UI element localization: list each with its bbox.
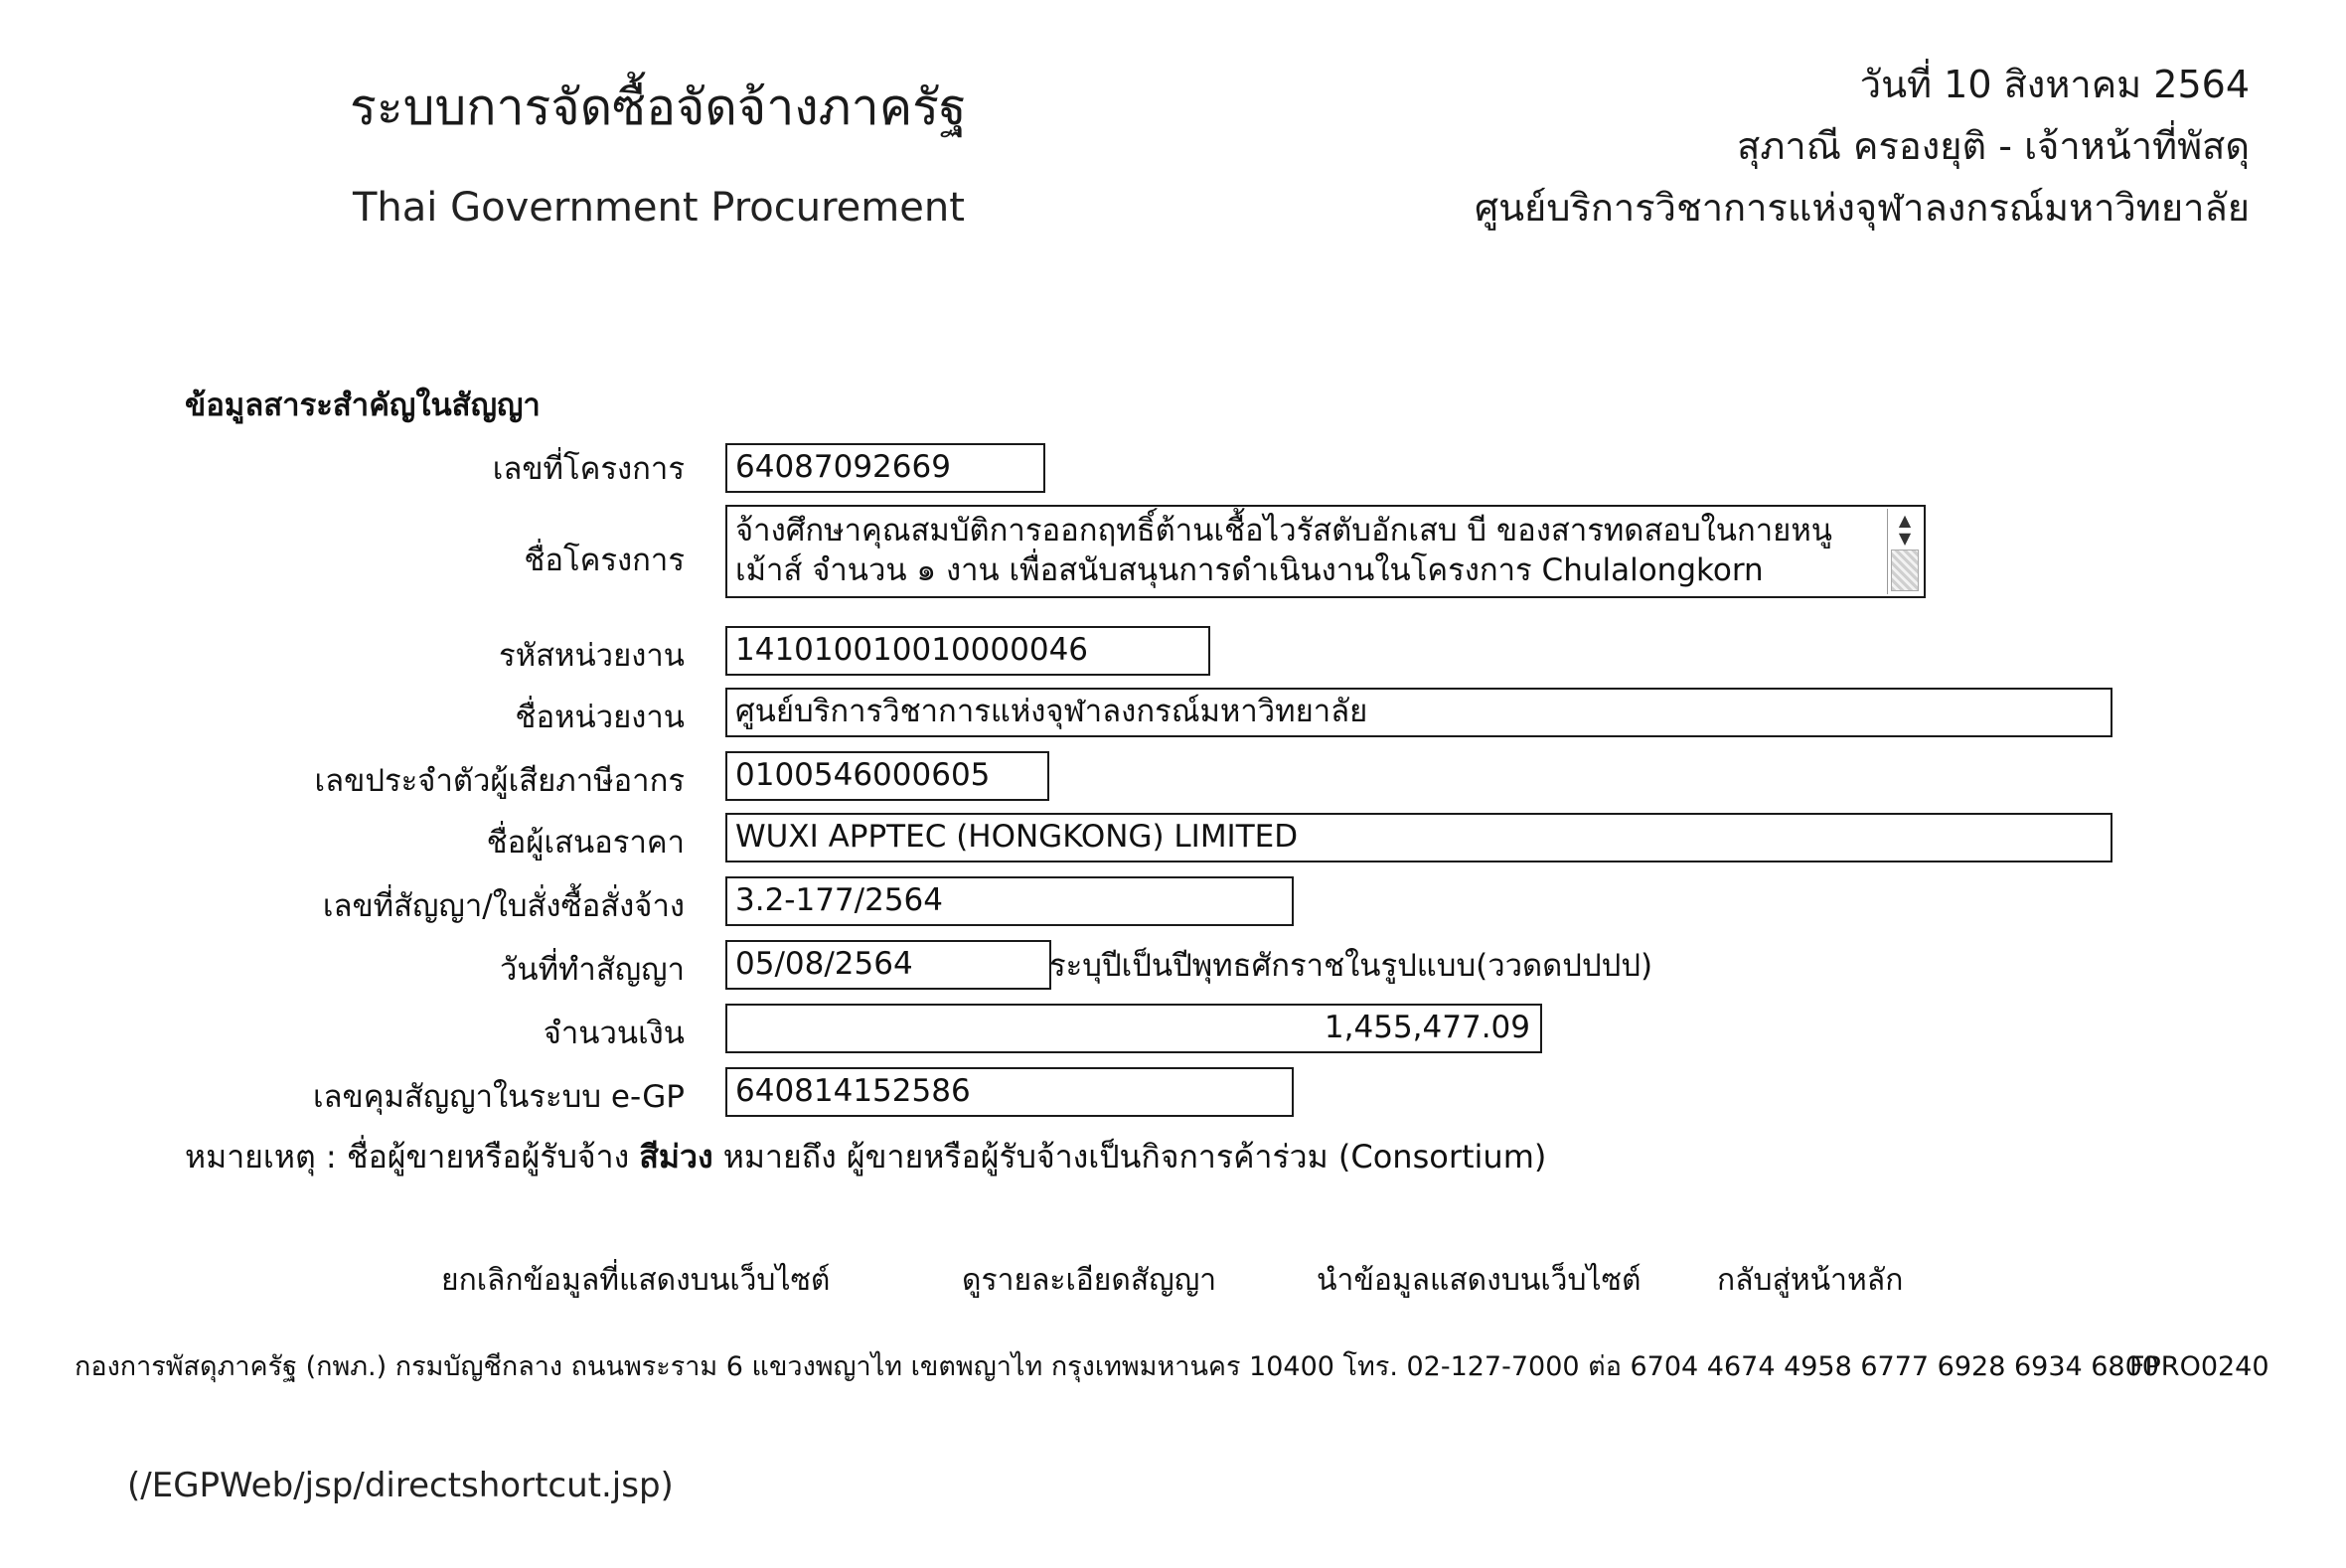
note-highlight: สีม่วง <box>639 1138 713 1176</box>
project-name-label: ชื่อโครงการ <box>524 543 685 578</box>
footer-address: กองการพัสดุภาครัฐ (กพภ.) กรมบัญชีกลาง ถนนพระราม 6 แขวงพญาไท เขตพญาไท กรุงเทพมหานคร 10400 โทร. 02-127-7000 ต่อ 6704 4674 4958 6777 6928 6934 6800 <box>75 1351 2159 1382</box>
home-link[interactable]: กลับสู่หน้าหลัก <box>1717 1263 1904 1298</box>
egp-no-label: เลขคุมสัญญาในระบบ e-GP <box>312 1079 685 1115</box>
cancel-display-link[interactable]: ยกเลิกข้อมูลที่แสดงบนเว็บไซต์ <box>441 1263 831 1298</box>
system-title-thai: ระบบการจัดซื้อจัดจ้างภาครัฐ <box>350 78 967 136</box>
section-title: ข้อมูลสาระสำคัญในสัญญา <box>185 388 541 423</box>
amount-field[interactable]: 1,455,477.09 <box>725 1004 1542 1053</box>
egp-no-field[interactable]: 640814152586 <box>725 1067 1294 1117</box>
note-prefix: หมายเหตุ : ชื่อผู้ขายหรือผู้รับจ้าง <box>185 1138 630 1176</box>
unit-code-label: รหัสหน่วยงาน <box>499 638 685 674</box>
note-suffix: หมายถึง ผู้ขายหรือผู้รับจ้างเป็นกิจการค้าร่วม (Consortium) <box>722 1138 1547 1176</box>
publish-link[interactable]: นำข้อมูลแสดงบนเว็บไซต์ <box>1317 1263 1642 1298</box>
scroll-down-icon[interactable]: ▼ <box>1898 529 1912 548</box>
user-info: สุภาณี ครองยุติ - เจ้าหน้าที่พัสดุ <box>1737 124 2250 168</box>
contract-no-label: เลขที่สัญญา/ใบสั่งซื้อสั่งจ้าง <box>322 888 685 924</box>
current-date: วันที่ 10 สิงหาคม 2564 <box>1859 63 2250 106</box>
organization-name: ศูนย์บริการวิชาการแห่งจุฬาลงกรณ์มหาวิทยาลัย <box>1474 186 2250 230</box>
tax-id-label: เลขประจำตัวผู้เสียภาษีอากร <box>314 763 685 799</box>
project-no-label: เลขที่โครงการ <box>492 451 685 487</box>
contract-no-field[interactable]: 3.2-177/2564 <box>725 876 1294 926</box>
view-contract-link[interactable]: ดูรายละเอียดสัญญา <box>962 1263 1217 1298</box>
unit-code-field[interactable]: 141010010010000046 <box>725 626 1210 676</box>
textarea-scrollbar[interactable] <box>1887 509 1922 594</box>
consortium-note <box>185 1137 1546 1176</box>
scroll-grip[interactable] <box>1891 549 1919 591</box>
project-no-field[interactable]: 64087092669 <box>725 443 1045 493</box>
bidder-name-field[interactable]: WUXI APPTEC (HONGKONG) LIMITED <box>725 813 2112 862</box>
unit-name-label: ชื่อหน่วยงาน <box>515 700 685 735</box>
contract-date-hint: ระบุปีเป็นปีพุทธศักราชในรูปแบบ(ววดดปปปป) <box>1049 948 1653 984</box>
page-code: FPRO0240 <box>2129 1351 2269 1382</box>
contract-date-label: วันที่ทำสัญญา <box>499 952 685 988</box>
project-name-textarea[interactable] <box>725 505 1926 598</box>
unit-name-field[interactable]: ศูนย์บริการวิชาการแห่งจุฬาลงกรณ์มหาวิทยาลัย <box>725 688 2112 737</box>
amount-label: จำนวนเงิน <box>543 1016 685 1051</box>
bidder-name-label: ชื่อผู้เสนอราคา <box>486 825 685 861</box>
contract-date-field[interactable]: 05/08/2564 <box>725 940 1051 990</box>
tax-id-field[interactable]: 0100546000605 <box>725 751 1049 801</box>
system-title-english: Thai Government Procurement <box>353 185 965 231</box>
scroll-up-icon[interactable]: ▲ <box>1898 511 1912 530</box>
page-url: (/EGPWeb/jsp/directshortcut.jsp) <box>127 1466 674 1505</box>
project-name-text: จ้างศึกษาคุณสมบัติการออกฤทธิ์ต้านเชื้อไวรัสตับอักเสบ บี ของสารทดสอบในกายหนู เม้าส์ จำนวน ๑ งาน เพื่อสนับสนุนการดำเนินงานในโครงการ Chulalongkorn <box>735 513 1832 588</box>
